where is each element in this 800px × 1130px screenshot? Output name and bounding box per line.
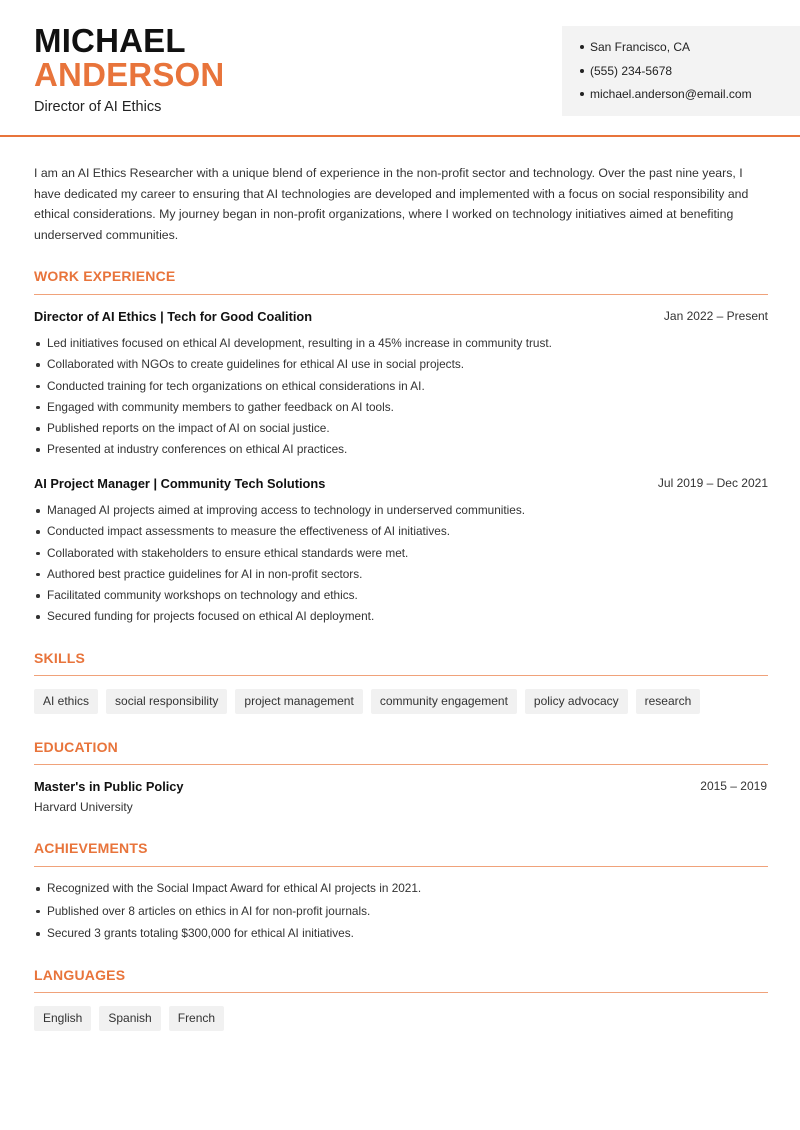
- job-header: [34, 476, 768, 496]
- list-item: Recognized with the Social Impact Award for ethical AI projects in 2021.: [34, 878, 768, 901]
- list-item: Conducted training for tech organizations on ethical considerations in AI.: [34, 376, 768, 397]
- job-bullets: [34, 500, 768, 628]
- job-title-company: AI Project Manager | Community Tech Solutions: [34, 476, 326, 491]
- education-degree: Master's in Public Policy: [34, 779, 184, 794]
- skill-tag: community engagement: [371, 689, 517, 714]
- contact-phone: (555) 234-5678: [580, 60, 800, 84]
- job-title-company: Director of AI Ethics | Tech for Good Coalition: [34, 309, 313, 324]
- list-item: Secured funding for projects focused on ethical AI deployment.: [34, 606, 768, 627]
- contact-box: [562, 26, 800, 116]
- list-item: Led initiatives focused on ethical AI development, resulting in a 45% increase in community trust.: [34, 333, 768, 354]
- job-dates: Jul 2019 – Dec 2021: [657, 476, 768, 490]
- education-years: 2015 – 2019: [700, 779, 767, 793]
- list-item: Published over 8 articles on ethics in AI for non-profit journals.: [34, 901, 768, 924]
- section-divider: [34, 866, 768, 867]
- achievements-list: [34, 878, 768, 946]
- section-title-education: EDUCATION: [34, 739, 118, 755]
- section-title-achievements: ACHIEVEMENTS: [34, 840, 148, 856]
- skill-tag: social responsibility: [106, 689, 227, 714]
- job-dates: Jan 2022 – Present: [663, 309, 768, 323]
- list-item: Collaborated with NGOs to create guidelines for ethical AI use in social projects.: [34, 354, 768, 375]
- section-divider: [34, 764, 768, 765]
- job-bullets: [34, 333, 768, 461]
- list-item: Secured 3 grants totaling $300,000 for ethical AI initiatives.: [34, 923, 768, 946]
- list-item: Managed AI projects aimed at improving access to technology in underserved communities.: [34, 500, 768, 521]
- section-divider: [34, 992, 768, 993]
- list-item: Facilitated community workshops on technology and ethics.: [34, 585, 768, 606]
- language-tag: English: [34, 1006, 91, 1031]
- section-title-languages: LANGUAGES: [34, 967, 126, 983]
- first-name: MICHAEL: [34, 22, 186, 59]
- job-title: Director of AI Ethics: [34, 99, 162, 115]
- list-item: Presented at industry conferences on ethical AI practices.: [34, 439, 768, 460]
- education-school: Harvard University: [34, 800, 133, 814]
- section-title-work: WORK EXPERIENCE: [34, 268, 176, 284]
- list-item: Published reports on the impact of AI on social justice.: [34, 418, 768, 439]
- contact-email[interactable]: michael.anderson@email.com: [580, 83, 800, 107]
- last-name: ANDERSON: [34, 56, 225, 93]
- resume-header: [0, 0, 800, 137]
- summary-paragraph: I am an AI Ethics Researcher with a unique blend of experience in the non-profit sector and technology. Over the past nine years, I have dedicated my career to ensuring that AI technologies are developed and implemented with a focus on social responsibility and ethical considerations. My journey began in non-profit organizations, where I worked on technology initiatives aimed at benefiting underserved communities.: [34, 166, 749, 242]
- skill-tag: research: [636, 689, 701, 714]
- section-title-skills: SKILLS: [34, 650, 85, 666]
- list-item: Engaged with community members to gather feedback on AI tools.: [34, 397, 768, 418]
- language-tag: Spanish: [99, 1006, 160, 1031]
- skills-tags: [34, 689, 700, 714]
- job-header: [34, 309, 768, 329]
- language-tags: [34, 1006, 224, 1031]
- list-item: Collaborated with stakeholders to ensure ethical standards were met.: [34, 543, 768, 564]
- skill-tag: policy advocacy: [525, 689, 628, 714]
- language-tag: French: [169, 1006, 224, 1031]
- skill-tag: AI ethics: [34, 689, 98, 714]
- section-divider: [34, 675, 768, 676]
- list-item: Authored best practice guidelines for AI in non-profit sectors.: [34, 564, 768, 585]
- list-item: Conducted impact assessments to measure the effectiveness of AI initiatives.: [34, 521, 768, 542]
- section-divider: [34, 294, 768, 295]
- contact-location: San Francisco, CA: [580, 36, 800, 60]
- contact-list: [580, 36, 800, 107]
- skill-tag: project management: [235, 689, 362, 714]
